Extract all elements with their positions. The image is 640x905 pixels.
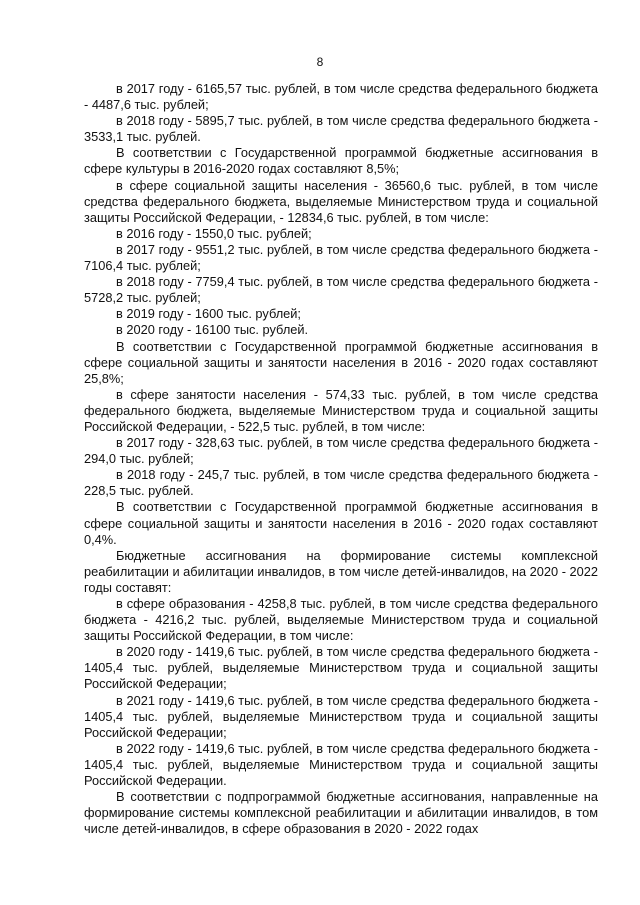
paragraph: В соответствии с Государственной программой бюджетные ассигнования в сфере культуры в 2016-2020 годах составляют 8,5%; [84, 145, 598, 177]
document-body [84, 81, 598, 837]
paragraph: в 2018 году - 7759,4 тыс. рублей, в том числе средства федерального бюджета - 5728,2 тыс. рублей; [84, 274, 598, 306]
paragraph: в сфере образования - 4258,8 тыс. рублей, в том числе средства федерального бюджета - 4216,2 тыс. рублей, выделяемые Министерством труда и социальной защиты Российской Федерации, в том числе: [84, 596, 598, 644]
paragraph: В соответствии с подпрограммой бюджетные ассигнования, направленные на формирование системы комплексной реабилитации и абилитации инвалидов, в том числе детей-инвалидов, в сфере образования в 2020 - 2022 годах [84, 789, 598, 837]
paragraph: в 2017 году - 328,63 тыс. рублей, в том числе средства федерального бюджета - 294,0 тыс. рублей; [84, 435, 598, 467]
page-number: 8 [316, 55, 324, 69]
paragraph: в 2020 году - 16100 тыс. рублей. [116, 322, 309, 338]
paragraph: Бюджетные ассигнования на формирование системы комплексной реабилитации и абилитации инвалидов, в том числе детей-инвалидов, на 2020 - 2022 годы составят: [84, 547, 598, 595]
paragraph: в 2018 году - 245,7 тыс. рублей, в том числе средства федерального бюджета - 228,5 тыс. рублей. [84, 467, 598, 499]
paragraph: В соответствии с Государственной программой бюджетные ассигнования в сфере социальной защиты и занятости населения в 2016 - 2020 годах составляют 0,4%. [84, 499, 598, 547]
paragraph: в 2022 году - 1419,6 тыс. рублей, в том числе средства федерального бюджета - 1405,4 тыс. рублей, выделяемые Министерством труда и социальной защиты Российской Федерации. [84, 740, 598, 789]
paragraph: в сфере занятости населения - 574,33 тыс. рублей, в том числе средства федерального бюджета, выделяемые Министерством труда и социальной защиты Российской Федерации, - 522,5 тыс. рублей, в том числе: [84, 386, 598, 434]
paragraph: в 2021 году - 1419,6 тыс. рублей, в том числе средства федерального бюджета - 1405,4 тыс. рублей, выделяемые Министерством труда и социальной защиты Российской Федерации; [84, 692, 598, 740]
paragraph: в 2019 году - 1600 тыс. рублей; [116, 306, 301, 322]
paragraph: в 2016 году - 1550,0 тыс. рублей; [116, 225, 312, 241]
paragraph: в 2018 году - 5895,7 тыс. рублей, в том числе средства федерального бюджета - 3533,1 тыс. рублей. [84, 113, 598, 145]
paragraph: в сфере социальной защиты населения - 36560,6 тыс. рублей, в том числе средства федерального бюджета, выделяемые Министерством труда и социальной защиты Российской Федерации, - 12834,6 тыс. рублей, в том числе: [84, 177, 598, 225]
paragraph: в 2017 году - 6165,57 тыс. рублей, в том числе средства федерального бюджета - 4487,6 тыс. рублей; [84, 81, 598, 113]
paragraph: В соответствии с Государственной программой бюджетные ассигнования в сфере социальной защиты и занятости населения в 2016 - 2020 годах составляют 25,8%; [84, 338, 598, 386]
paragraph: в 2017 году - 9551,2 тыс. рублей, в том числе средства федерального бюджета - 7106,4 тыс. рублей; [84, 241, 598, 274]
paragraph: в 2020 году - 1419,6 тыс. рублей, в том числе средства федерального бюджета - 1405,4 тыс. рублей, выделяемые Министерством труда и социальной защиты Российской Федерации; [84, 644, 598, 692]
